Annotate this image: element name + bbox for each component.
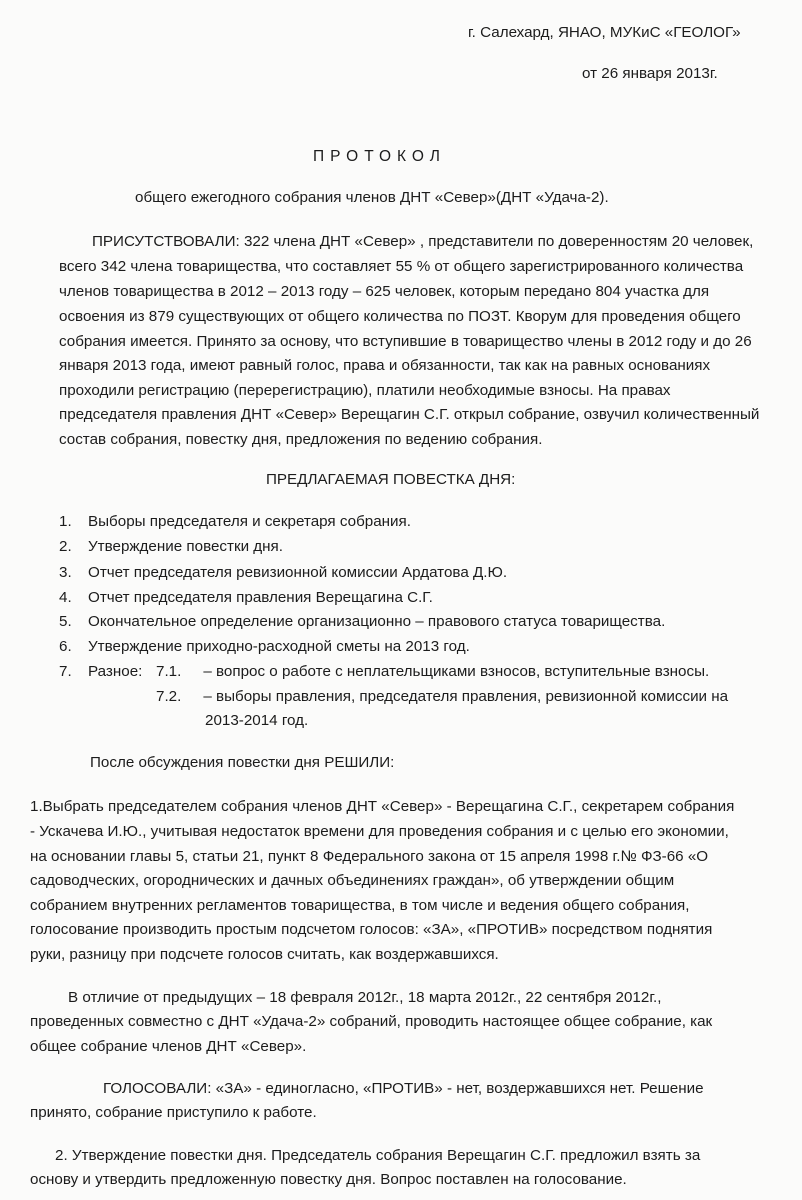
sub-item-continuation: 2013-2014 год. bbox=[205, 712, 309, 729]
sub-item-text: – выборы правления, председателя правления, ревизионной комиссии на bbox=[203, 688, 729, 705]
sub-item-number: 7.1. bbox=[156, 663, 182, 680]
list-item-text: Окончательное определение организационно – правового статуса товарищества. bbox=[88, 613, 666, 630]
list-item-text: Отчет председателя правления Верещагина С.Г. bbox=[88, 589, 433, 606]
paragraph-line: проведенных совместно с ДНТ «Удача-2» собраний, проводить настоящее общее собрание, как bbox=[30, 1013, 713, 1030]
list-item-text: Утверждение повестки дня. bbox=[88, 538, 284, 555]
list-item-number: 7. bbox=[59, 663, 72, 680]
list-item-text: Разное: bbox=[88, 663, 143, 680]
list-item-number: 6. bbox=[59, 638, 72, 655]
header-date: от 26 января 2013г. bbox=[582, 65, 718, 82]
decided-heading: После обсуждения повестки дня РЕШИЛИ: bbox=[90, 754, 395, 771]
paragraph-line: садоводческих, огороднических и дачных объединениях граждан», об утверждении общим bbox=[30, 872, 675, 889]
paragraph-line: членов товарищества в 2012 – 2013 году – 625 человек, которым передано 804 участка для bbox=[59, 283, 710, 300]
paragraph-line: основу и утвердить предложенную повестку дня. Вопрос поставлен на голосование. bbox=[30, 1171, 627, 1188]
paragraph-line: собранием внутренних регламентов товарищества, в том числе и ведения общего собрания, bbox=[30, 897, 690, 914]
paragraph-line: на основании главы 5, статьи 21, пункт 8 Федерального закона от 15 апреля 1998 г.№ ФЗ-66 «О bbox=[30, 848, 709, 865]
paragraph-line: председателя правления ДНТ «Север» Верещагин С.Г. открыл собрание, озвучил количественный bbox=[59, 406, 760, 423]
paragraph-line: ГОЛОСОВАЛИ: «ЗА» - единогласно, «ПРОТИВ» - нет, воздержавшихся нет. Решение bbox=[103, 1080, 704, 1097]
sub-item-number: 7.2. bbox=[156, 688, 182, 705]
header-place: г. Салехард, ЯНАО, МУКиС «ГЕОЛОГ» bbox=[468, 24, 741, 41]
paragraph-line: ПРИСУТСТВОВАЛИ: 322 члена ДНТ «Север» , представители по доверенностям 20 человек, bbox=[92, 233, 754, 250]
list-item-text: Утверждение приходно-расходной сметы на 2013 год. bbox=[88, 638, 470, 655]
paragraph-line: принято, собрание приступило к работе. bbox=[30, 1104, 317, 1121]
sub-list-item bbox=[156, 688, 728, 705]
list-item-text: Отчет председателя ревизионной комиссии Ардатова Д.Ю. bbox=[88, 564, 508, 581]
list-item-number: 1. bbox=[59, 513, 72, 530]
paragraph-line: проходили регистрацию (перерегистрацию), платили необходимые взносы. На правах bbox=[59, 382, 671, 399]
paragraph-line: всего 342 члена товарищества, что составляет 55 % от общего зарегистрированного количества bbox=[59, 258, 744, 275]
paragraph-line: состав собрания, повестку дня, предложения по ведению собрания. bbox=[59, 431, 543, 448]
paragraph-line: голосование производить простым подсчетом голосов: «ЗА», «ПРОТИВ» посредством поднятия bbox=[30, 921, 713, 938]
list-item-number: 4. bbox=[59, 589, 72, 606]
document-subtitle: общего ежегодного собрания членов ДНТ «Север»(ДНТ «Удача-2). bbox=[135, 189, 609, 206]
agenda-title: ПРЕДЛАГАЕМАЯ ПОВЕСТКА ДНЯ: bbox=[266, 471, 516, 488]
list-item-number: 2. bbox=[59, 538, 72, 555]
paragraph-line: января 2013 года, имеют равный голос, права и обязанности, так как на равных основаниях bbox=[59, 357, 711, 374]
paragraph-line: - Ускачева И.Ю., учитывая недостаток времени для проведения собрания и с целью его экономии, bbox=[30, 823, 729, 840]
paragraph-line: общее собрание членов ДНТ «Север». bbox=[30, 1038, 307, 1055]
document-title: ПРОТОКОЛ bbox=[313, 148, 446, 165]
list-item-number: 3. bbox=[59, 564, 72, 581]
sub-list-item bbox=[156, 663, 709, 680]
list-item-text: Выборы председателя и секретаря собрания. bbox=[88, 513, 411, 530]
sub-item-text: – вопрос о работе с неплательщиками взносов, вступительные взносы. bbox=[203, 663, 710, 680]
paragraph-line: В отличие от предыдущих – 18 февраля 2012г., 18 марта 2012г., 22 сентября 2012г., bbox=[68, 989, 662, 1006]
paragraph-line: руки, разницу при подсчете голосов считать, как воздержавшихся. bbox=[30, 946, 499, 963]
paragraph-line: освоения из 879 существующих от общего количества по ПОЗТ. Кворум для проведения общего bbox=[59, 308, 741, 325]
list-item-number: 5. bbox=[59, 613, 72, 630]
paragraph-line: собрания имеется. Принято за основу, что вступившие в товарищество члены в 2012 году и до 26 bbox=[59, 333, 752, 350]
paragraph-line: 1.Выбрать председателем собрания членов ДНТ «Север» - Верещагина С.Г., секретарем собрания bbox=[30, 798, 735, 815]
paragraph-line: 2. Утверждение повестки дня. Председатель собрания Верещагин С.Г. предложил взять за bbox=[55, 1147, 701, 1164]
